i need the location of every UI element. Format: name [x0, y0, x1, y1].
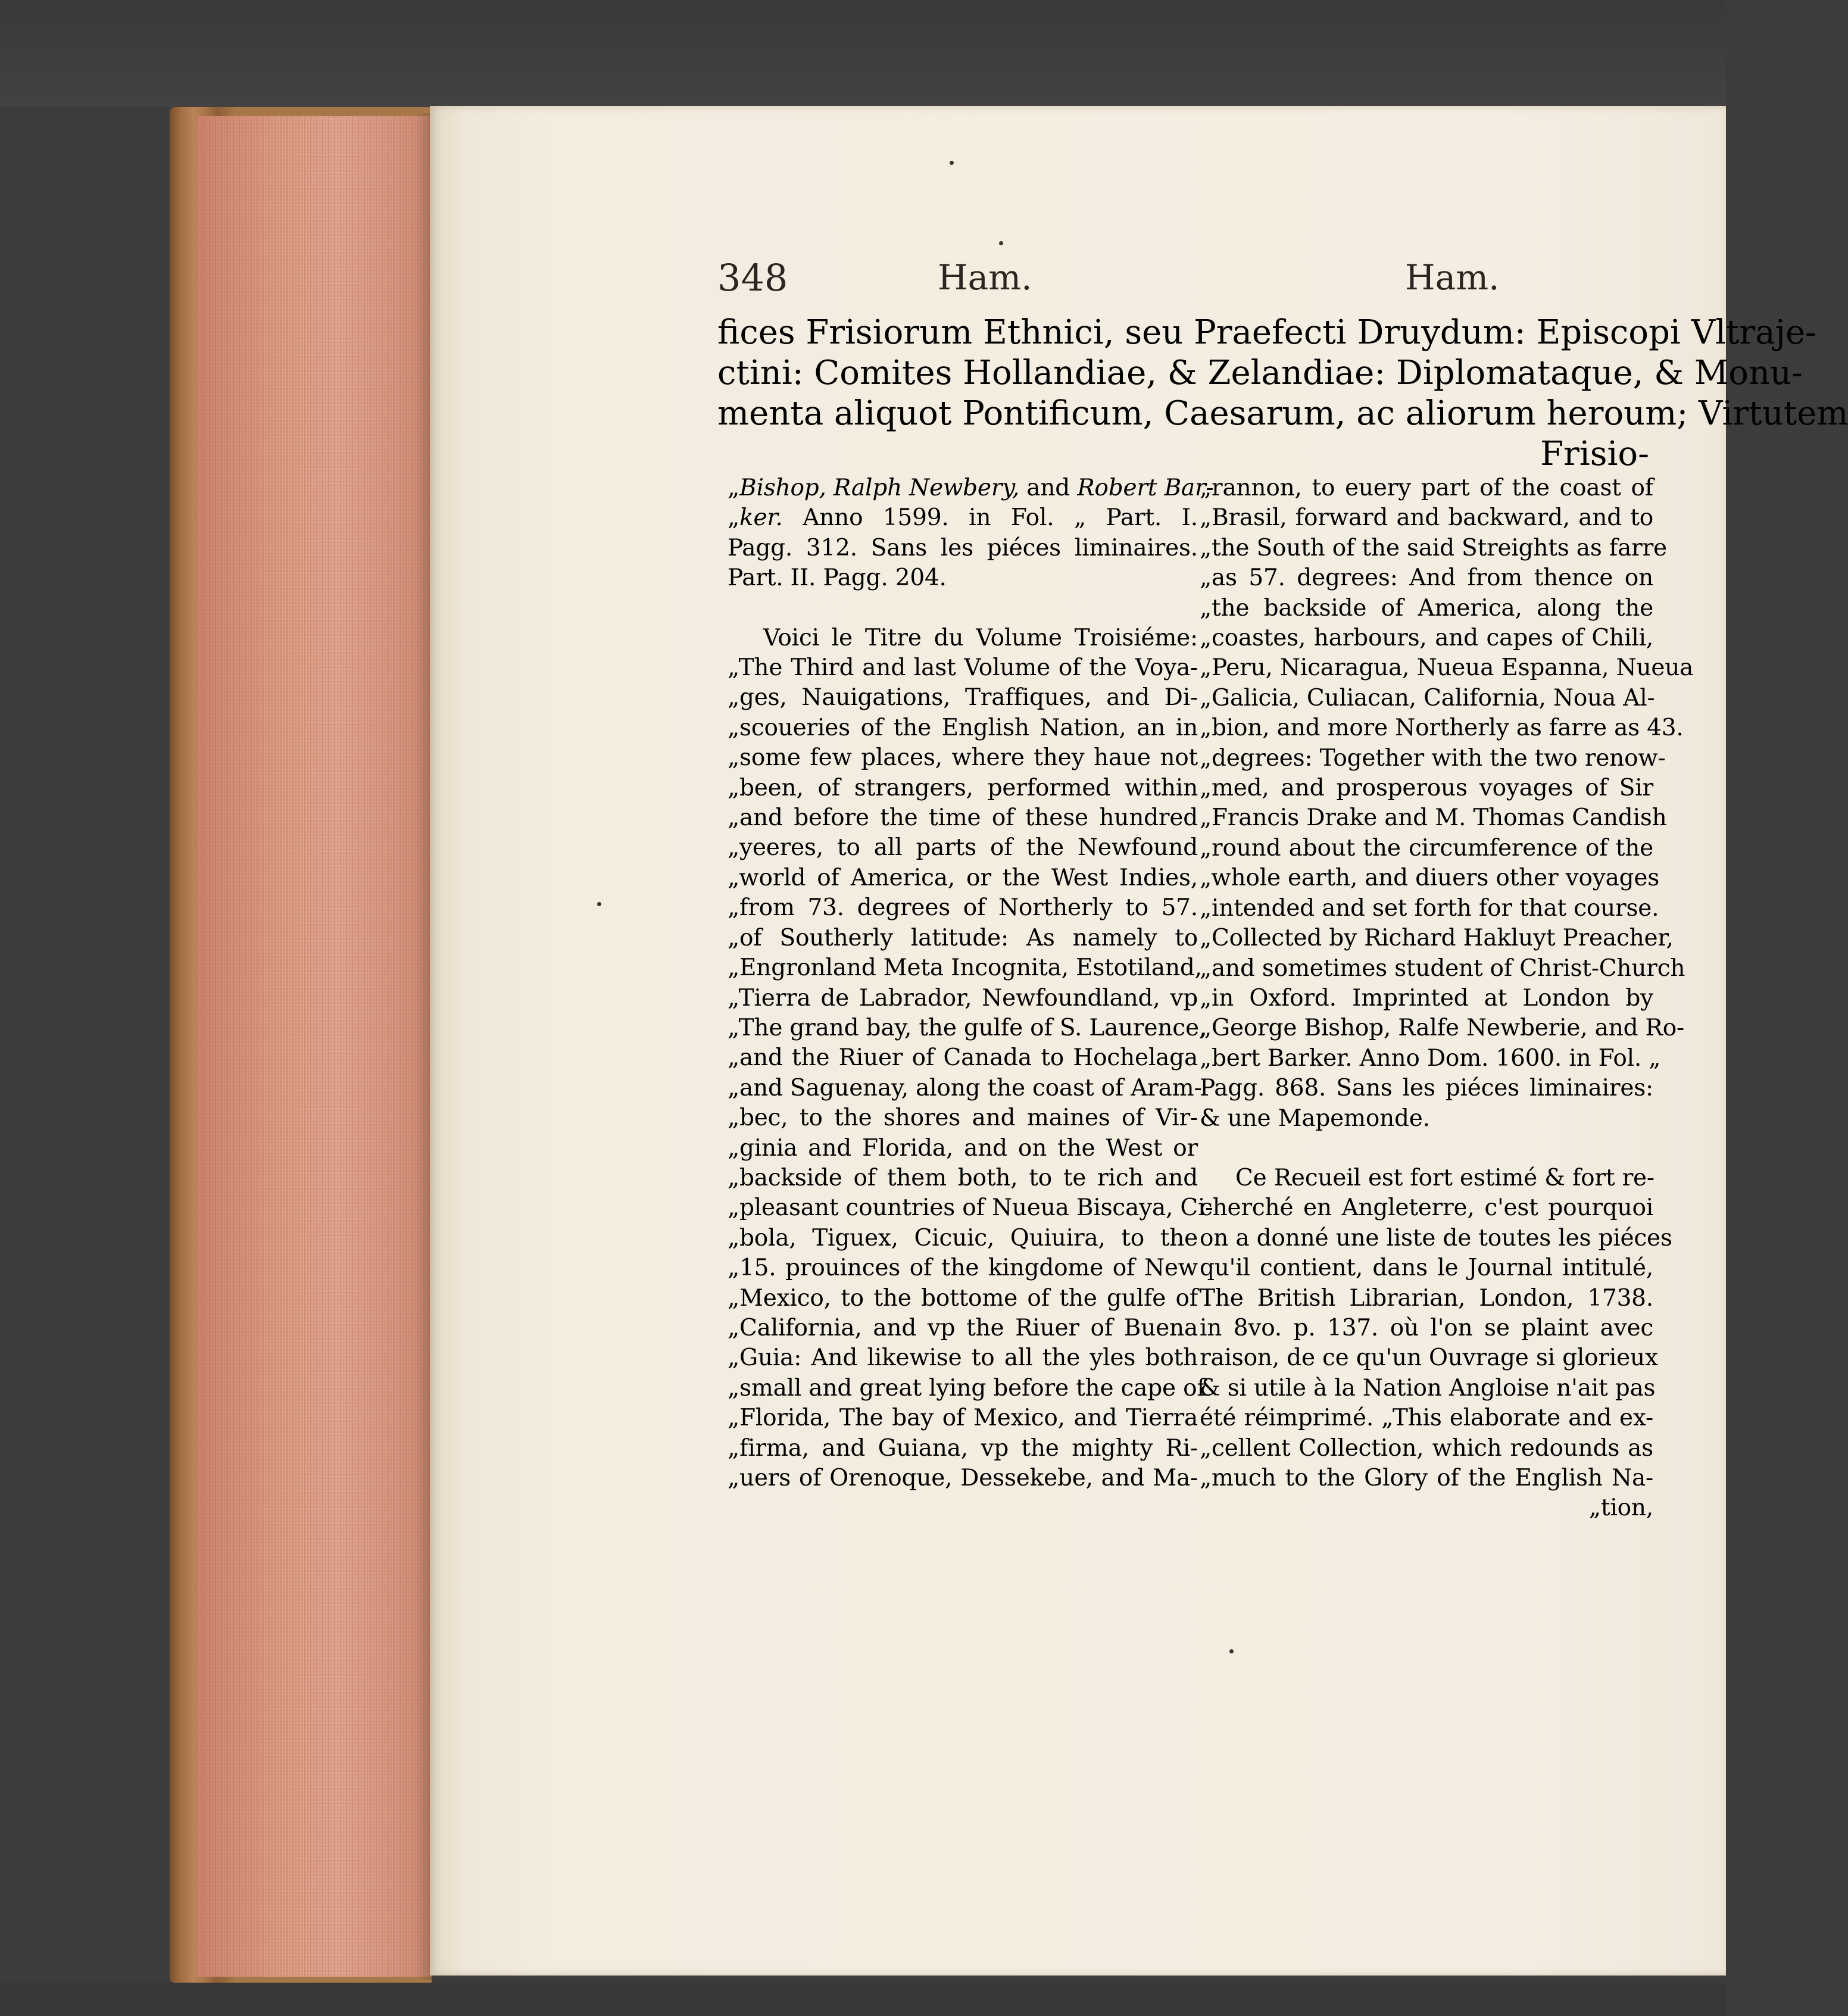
text-line: „and sometimes student of Christ-Church [1200, 954, 1685, 982]
ink-speck [999, 241, 1003, 245]
ink-speck [1229, 1649, 1234, 1653]
text-line: „the South of the said Streights as farre [1200, 534, 1667, 561]
text-line: „round about the circumference of the [1200, 834, 1653, 862]
text-line: & si utile à la Nation Angloise n'ait pas [1200, 1374, 1656, 1402]
text-line: „rannon, to euery part of the coast of [1200, 475, 1653, 501]
text-line: „of Southerly latitude: As namely to [728, 924, 1198, 951]
text-line: „ker. Anno 1599. in Fol. „ Part. I. [728, 504, 1198, 532]
text-line: in 8vo. p. 137. où l'on se plaint avec [1200, 1314, 1653, 1341]
text-line: été réimprimé. „This elaborate and ex- [1200, 1405, 1653, 1432]
text-line: „in Oxford. Imprinted at London by [1200, 984, 1653, 1012]
text-line: Pagg. 312. Sans les piéces liminaires. [728, 534, 1198, 561]
text-line: „as 57. degrees: And from thence on [1200, 564, 1653, 592]
text-line: „Peru, Nicaragua, Nueua Espanna, Nueua [1200, 654, 1694, 682]
text-line: „cellent Collection, which redounds as [1200, 1434, 1653, 1462]
text-line: „from 73. degrees of Northerly to 57. [728, 894, 1198, 922]
text-line: „coastes, harbours, and capes of Chili, [1200, 625, 1653, 652]
text-line: Part. II. Pagg. 204. [728, 564, 947, 592]
intro-line: ctini: Comites Hollandiae, & Zelandiae: Diplomataque, & Monu- [717, 354, 1803, 392]
text-line: „much to the Glory of the English Na- [1200, 1465, 1653, 1491]
text-line: „and the Riuer of Canada to Hochelaga [728, 1044, 1198, 1072]
text-line: „small and great lying before the cape of [728, 1374, 1206, 1402]
text-line: „Florida, The bay of Mexico, and Tierra [728, 1405, 1198, 1432]
text-line: „tion, [1588, 1494, 1653, 1522]
backdrop-bottom [0, 1983, 1726, 2016]
intro-line: Frisio- [1540, 435, 1649, 473]
text-line: cherché en Angleterre, c'est pourquoi [1200, 1194, 1653, 1222]
text-line: „whole earth, and diuers other voyages [1200, 865, 1660, 892]
running-header-left: Ham. [938, 257, 1032, 298]
text-line: „California, and vp the Riuer of Buena [728, 1314, 1198, 1341]
text-line: „uers of Orenoque, Dessekebe, and Ma- [728, 1465, 1198, 1491]
text-line: „and Saguenay, along the coast of Aram- [728, 1074, 1202, 1101]
ink-speck [950, 161, 954, 165]
left-column [728, 473, 1214, 1493]
text-line: Pagg. 868. Sans les piéces liminaires: [1200, 1075, 1653, 1102]
text-line: „Guia: And likewise to all the yles both [728, 1344, 1198, 1372]
intro-line: menta aliquot Pontificum, Caesarum, ac aliorum heroum; Virtutem [717, 394, 1848, 433]
text-line: „Brasil, forward and backward, and to [1200, 504, 1653, 532]
text-line: Ce Recueil est fort estimé & fort re- [1235, 1164, 1655, 1191]
text-line: „bola, Tiguex, Cicuic, Quiuira, to the [728, 1224, 1198, 1252]
text-line: „Mexico, to the bottome of the gulfe of [728, 1284, 1198, 1312]
text-line: „the backside of America, along the [1200, 594, 1653, 622]
text-line: „intended and set forth for that course. [1200, 894, 1659, 922]
running-header-right: Ham. [1405, 257, 1500, 298]
text-line: „bion, and more Northerly as farre as 43. [1200, 714, 1684, 742]
ink-speck [597, 902, 601, 906]
text-line: „Francis Drake and M. Thomas Candish [1200, 804, 1667, 832]
text-line: & une Mapemonde. [1200, 1104, 1430, 1132]
text-line: „backside of them both, to te rich and [728, 1164, 1198, 1191]
intro-line: fices Frisiorum Ethnici, seu Praefecti Druydum: Episcopi Vltraje- [717, 313, 1817, 352]
text-line: „Tierra de Labrador, Newfoundland, vp [728, 984, 1198, 1012]
text-line: „bert Barker. Anno Dom. 1600. in Fol. „ [1200, 1044, 1661, 1072]
text-line: „and before the time of these hundred [728, 804, 1198, 832]
text-line: „George Bishop, Ralfe Newberie, and Ro- [1200, 1015, 1684, 1042]
text-line: The British Librarian, London, 1738. [1200, 1284, 1653, 1312]
text-line: „some few places, where they haue not [728, 744, 1198, 772]
page-number: 348 [717, 256, 788, 299]
text-line: „The grand bay, the gulfe of S. Laurence, [728, 1014, 1207, 1041]
text-line: „firma, and Guiana, vp the mighty Ri- [728, 1434, 1198, 1462]
text-line: „Engronland Meta Incognita, Estotiland, [728, 954, 1202, 982]
text-line: „Bishop, Ralph Newbery, and Robert Bar- [728, 475, 1214, 501]
text-line: „bec, to the shores and maines of Vir- [728, 1104, 1198, 1132]
text-line: „Collected by Richard Hakluyt Preacher, [1200, 925, 1674, 952]
right-column [1200, 473, 1694, 1524]
text-line: „world of America, or the West Indies, [728, 864, 1198, 891]
text-line: „scoueries of the English Nation, an in [728, 714, 1198, 741]
text-line: „Galicia, Culiacan, California, Noua Al- [1200, 684, 1655, 711]
text-line: „ginia and Florida, and on the West or [728, 1134, 1198, 1162]
page-edge-stack [196, 116, 432, 1977]
backdrop-top [0, 0, 1726, 107]
intro-paragraph [717, 313, 1848, 475]
text-line: „been, of strangers, performed within [728, 774, 1198, 801]
text-line: qu'il contient, dans le Journal intitulé, [1200, 1254, 1653, 1282]
text-line: „yeeres, to all parts of the Newfound [728, 834, 1198, 862]
text-line: Voici le Titre du Volume Troisiéme: [763, 624, 1198, 651]
text-line: raison, de ce qu'un Ouvrage si glorieux [1200, 1344, 1658, 1372]
text-line: „pleasant countries of Nueua Biscaya, Ci- [728, 1194, 1213, 1222]
text-line: „med, and prosperous voyages of Sir [1200, 775, 1653, 802]
text-line: „The Third and last Volume of the Voya- [728, 654, 1198, 682]
text-line: „15. prouinces of the kingdome of New [728, 1254, 1198, 1282]
text-line: „degrees: Together with the two renow- [1200, 744, 1666, 772]
text-line: on a donné une liste de toutes les piéces [1200, 1224, 1672, 1252]
text-line: „ges, Nauigations, Traffiques, and Di- [728, 684, 1198, 711]
